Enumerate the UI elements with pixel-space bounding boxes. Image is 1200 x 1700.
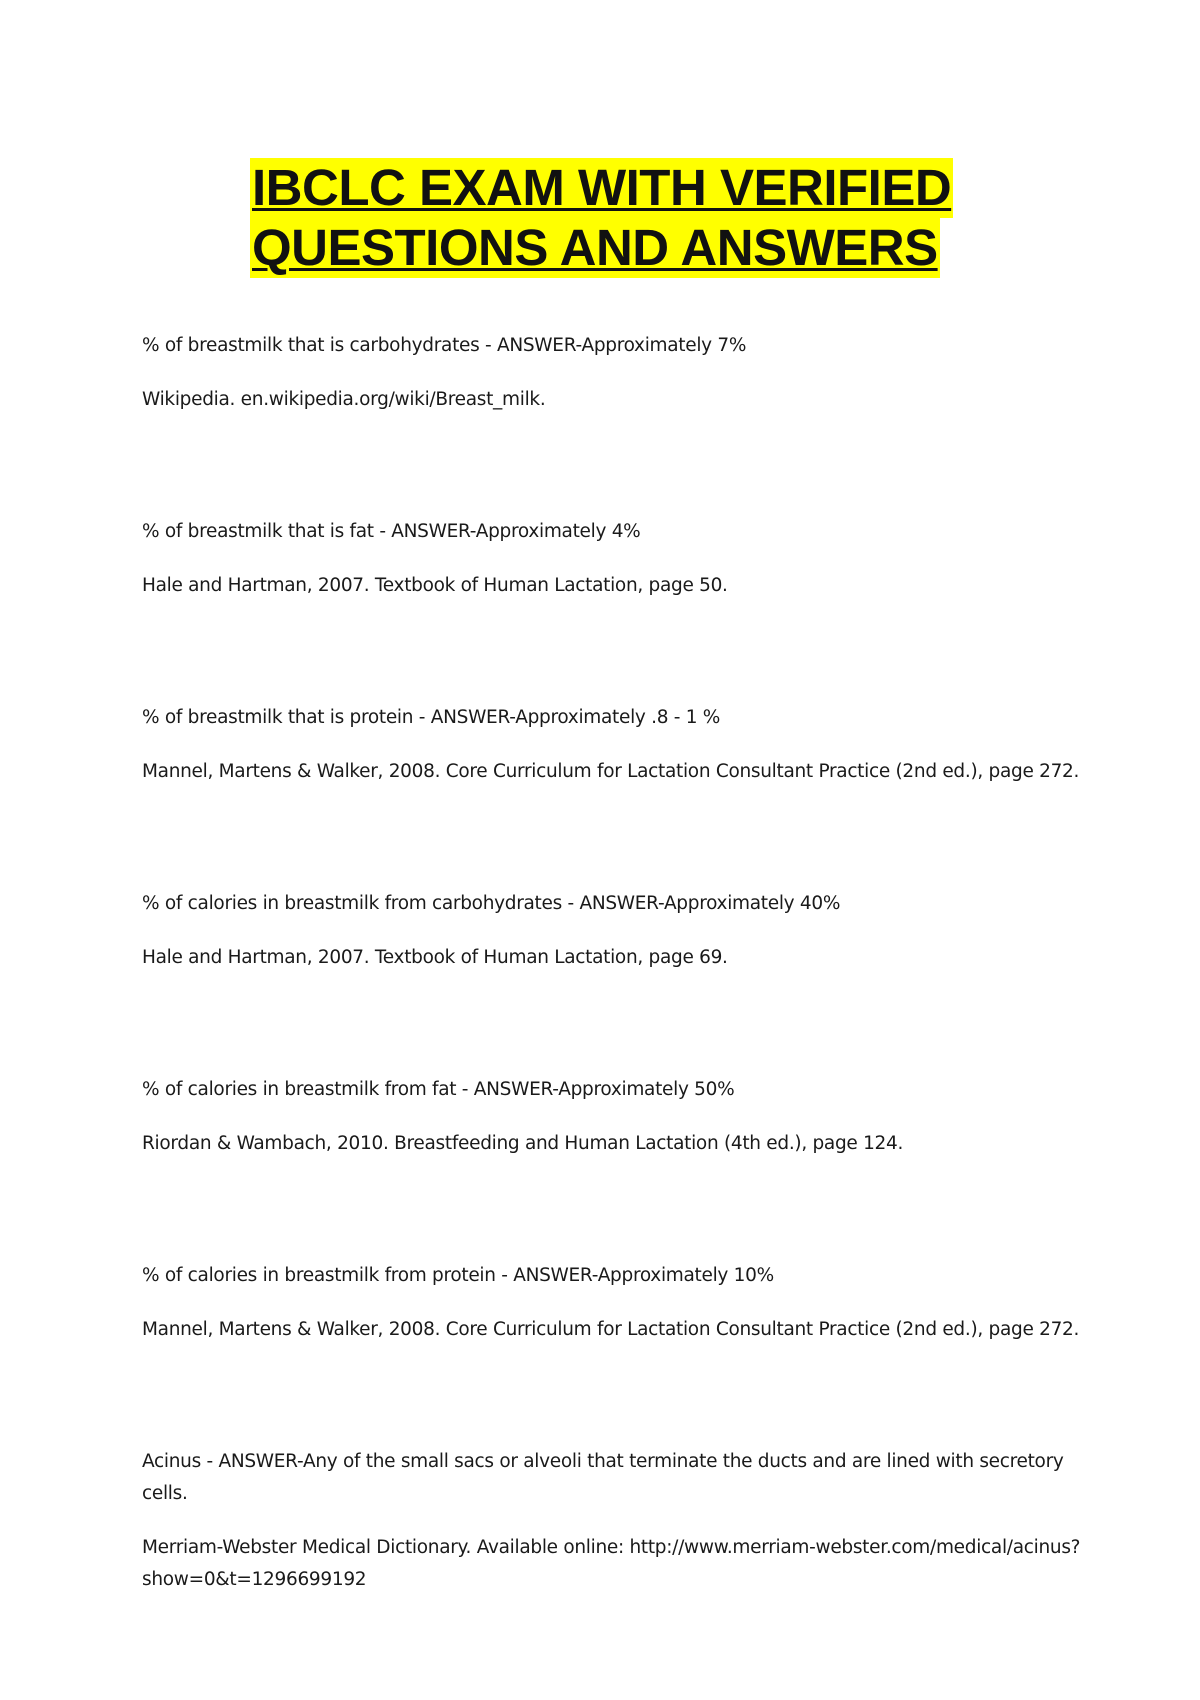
question-answer: % of breastmilk that is protein - ANSWER-Approximately .8 - 1 % [142,707,721,728]
title-line-2: QUESTIONS AND ANSWERS [252,219,938,276]
reference: Wikipedia. en.wikipedia.org/wiki/Breast_milk. [142,389,546,410]
question-answer: % of calories in breastmilk from carbohydrates - ANSWER-Approximately 40% [142,893,841,914]
qa-entry [142,1446,1082,1596]
reference: Hale and Hartman, 2007. Textbook of Human Lactation, page 50. [142,575,728,596]
qa-entry [142,1260,1082,1346]
qa-entry [142,516,1082,602]
question-answer: % of breastmilk that is fat - ANSWER-Approximately 4% [142,521,641,542]
reference: Hale and Hartman, 2007. Textbook of Human Lactation, page 69. [142,947,728,968]
question-answer: % of breastmilk that is carbohydrates - ANSWER-Approximately 7% [142,335,747,356]
qa-entry [142,330,1082,416]
qa-entry [142,702,1082,788]
question-answer: Acinus - ANSWER-Any of the small sacs or alveoli that terminate the ducts and are lined with secretory cells. [142,1451,1064,1504]
title-line-1: IBCLC EXAM WITH VERIFIED [252,159,952,216]
reference: Mannel, Martens & Walker, 2008. Core Curriculum for Lactation Consultant Practice (2nd ed.), page 272. [142,1319,1080,1340]
question-answer: % of calories in breastmilk from protein - ANSWER-Approximately 10% [142,1265,774,1286]
qa-entry [142,888,1082,974]
reference: Mannel, Martens & Walker, 2008. Core Curriculum for Lactation Consultant Practice (2nd ed.), page 272. [142,761,1080,782]
question-answer: % of calories in breastmilk from fat - ANSWER-Approximately 50% [142,1079,735,1100]
qa-entry [142,1074,1082,1160]
reference: Riordan & Wambach, 2010. Breastfeeding and Human Lactation (4th ed.), page 124. [142,1133,904,1154]
qa-list [142,330,1082,1696]
reference: Merriam-Webster Medical Dictionary. Available online: http://www.merriam-webster.com/medical/acinus?show=0&t=1296699192 [142,1537,1081,1590]
document-title [250,158,952,278]
